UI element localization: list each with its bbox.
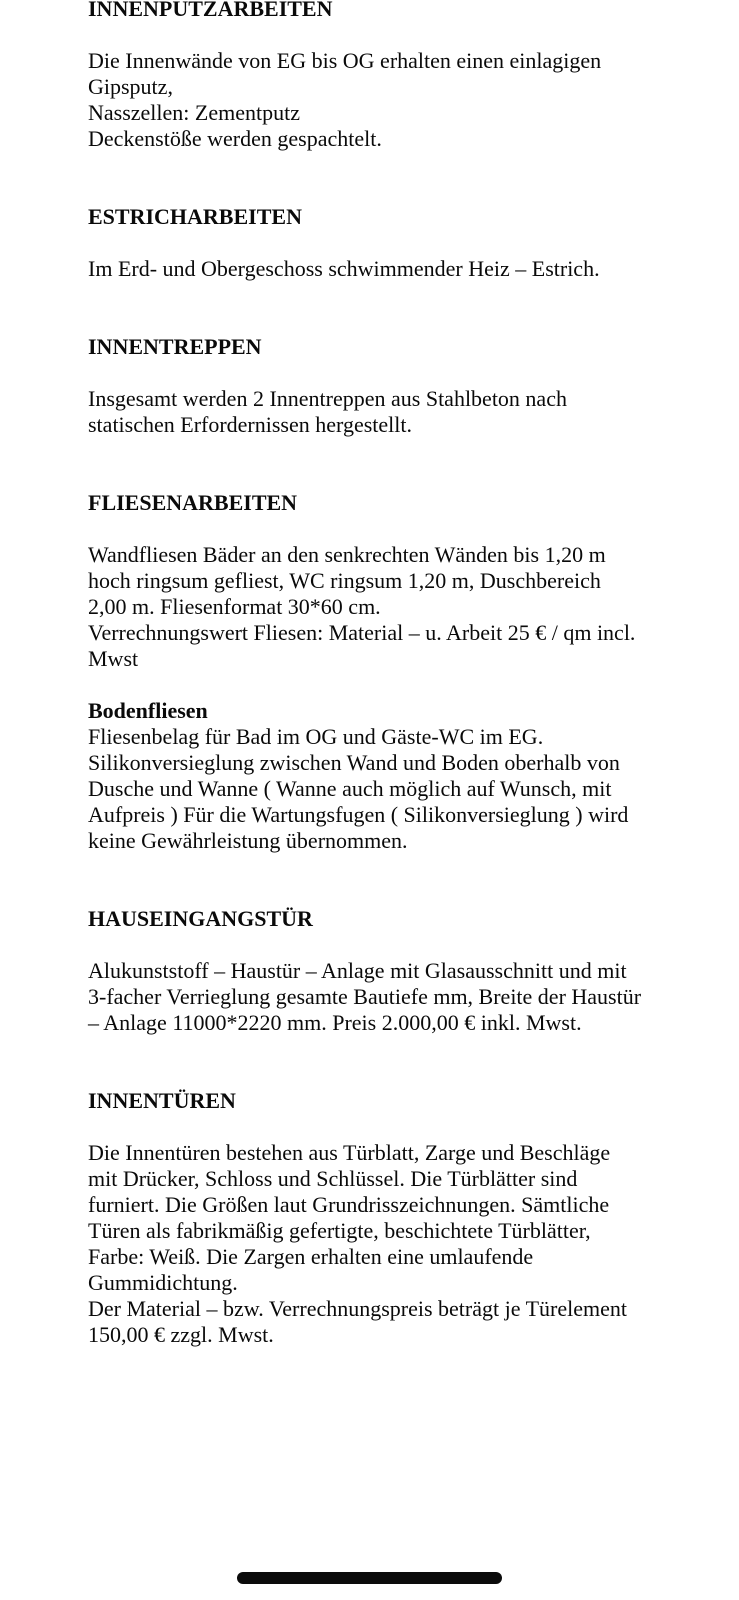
document-content: [88, 0, 739, 1348]
text-line: Fliesenbelag für Bad im OG und Gäste-WC im EG.: [88, 724, 544, 749]
paragraph: [88, 542, 739, 672]
text-line: hoch ringsum gefliest, WC ringsum 1,20 m, Duschbereich: [88, 568, 601, 593]
text-line: 150,00 € zzgl. Mwst.: [88, 1322, 274, 1347]
text-line: furniert. Die Größen laut Grundrisszeichnungen. Sämtliche: [88, 1192, 610, 1217]
text-line: Insgesamt werden 2 Innentreppen aus Stahlbeton nach: [88, 386, 567, 411]
text-line: Deckenstöße werden gespachtelt.: [88, 126, 382, 151]
paragraph: [88, 48, 739, 152]
text-line: Gummidichtung.: [88, 1270, 238, 1295]
text-line: Alukunststoff – Haustür – Anlage mit Glasausschnitt und mit: [88, 958, 627, 983]
paragraph: [88, 1140, 739, 1348]
paragraph: [88, 724, 739, 854]
text-line: Wandfliesen Bäder an den senkrechten Wänden bis 1,20 m: [88, 542, 606, 567]
text-line: Die Innentüren bestehen aus Türblatt, Zarge und Beschläge: [88, 1140, 611, 1165]
subheading: Bodenfliesen: [88, 698, 208, 723]
text-line: Nasszellen: Zementputz: [88, 100, 300, 125]
text-line: 2,00 m. Fliesenformat 30*60 cm.: [88, 594, 381, 619]
section-heading: INNENTÜREN: [88, 1088, 236, 1113]
text-line: Gipsputz,: [88, 74, 173, 99]
section-heading: HAUSEINGANGSTÜR: [88, 906, 313, 931]
text-line: Der Material – bzw. Verrechnungspreis beträgt je Türelement: [88, 1296, 627, 1321]
section: [88, 334, 739, 438]
text-line: 3-facher Verrieglung gesamte Bautiefe mm, Breite der Haustür: [88, 984, 642, 1009]
text-line: Mwst: [88, 646, 139, 671]
paragraph: [88, 386, 739, 438]
text-line: mit Drücker, Schloss und Schlüssel. Die Türblätter sind: [88, 1166, 578, 1191]
section: [88, 906, 739, 1036]
paragraph: [88, 256, 739, 282]
section: [88, 490, 739, 854]
section-heading: INNENPUTZARBEITEN: [88, 0, 333, 21]
section-heading: ESTRICHARBEITEN: [88, 204, 302, 229]
text-line: Farbe: Weiß. Die Zargen erhalten eine umlaufende: [88, 1244, 534, 1269]
text-line: Verrechnungswert Fliesen: Material – u. Arbeit 25 € / qm incl.: [88, 620, 636, 645]
section: [88, 1088, 739, 1348]
text-line: Aufpreis ) Für die Wartungsfugen ( Silikonversieglung ) wird: [88, 802, 629, 827]
section: [88, 0, 739, 152]
text-line: – Anlage 11000*2220 mm. Preis 2.000,00 € inkl. Mwst.: [88, 1010, 582, 1035]
text-line: Die Innenwände von EG bis OG erhalten einen einlagigen: [88, 48, 602, 73]
paragraph: [88, 958, 739, 1036]
section-heading: FLIESENARBEITEN: [88, 490, 298, 515]
text-line: Türen als fabrikmäßig gefertigte, beschichtete Türblätter,: [88, 1218, 591, 1243]
home-indicator[interactable]: [237, 1572, 502, 1584]
section-heading: INNENTREPPEN: [88, 334, 262, 359]
text-line: Silikonversieglung zwischen Wand und Boden oberhalb von: [88, 750, 620, 775]
text-line: statischen Erfordernissen hergestellt.: [88, 412, 412, 437]
text-line: keine Gewährleistung übernommen.: [88, 828, 408, 853]
section: [88, 204, 739, 282]
text-line: Dusche und Wanne ( Wanne auch möglich auf Wunsch, mit: [88, 776, 612, 801]
text-line: Im Erd- und Obergeschoss schwimmender Heiz – Estrich.: [88, 256, 600, 281]
